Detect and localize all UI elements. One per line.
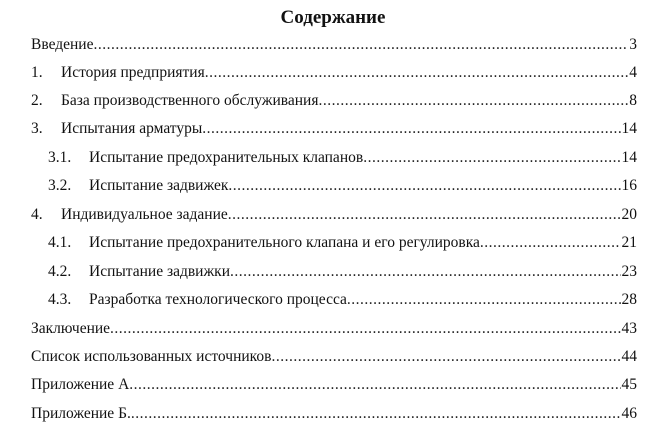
toc-entry-text: Испытание задвижки (89, 263, 231, 280)
toc-entry-text: Испытания арматуры (61, 120, 203, 137)
toc-entry-text: Приложение А (31, 376, 130, 393)
toc-leader-dots (271, 347, 620, 367)
toc-entry-text: Испытание предохранительных клапанов (89, 149, 364, 166)
toc-entry-number: 3.2. (48, 177, 72, 194)
toc-leader-dots (202, 119, 620, 139)
toc-entry-text: История предприятия (61, 64, 205, 81)
toc-entry (31, 119, 637, 139)
toc-entry (31, 404, 637, 424)
toc-entry-number: 1. (31, 64, 43, 81)
toc-page-number: 8 (629, 92, 637, 109)
toc-page-number: 28 (621, 291, 637, 308)
toc-page-number: 14 (621, 149, 637, 166)
toc-page-number: 23 (621, 263, 637, 280)
toc-entry-text: Приложение Б. (31, 405, 131, 422)
toc-entry (31, 319, 637, 339)
toc-entry-text: Введение (31, 36, 94, 53)
toc-entry (31, 347, 637, 367)
toc-leader-dots (347, 290, 621, 310)
toc-leader-dots (228, 176, 620, 196)
toc-entry-number: 4.1. (48, 234, 72, 251)
toc-leader-dots (205, 63, 629, 83)
toc-entry-number: 4.2. (48, 263, 72, 280)
toc-page-number: 44 (621, 348, 637, 365)
toc-entry-text: Испытание задвижек (89, 177, 229, 194)
toc-entry-text: Разработка технологического процесса (89, 291, 347, 308)
toc-entry-number: 3. (31, 120, 43, 137)
toc-entry (31, 35, 637, 55)
toc-entry (48, 176, 637, 196)
toc-entry-number: 2. (31, 92, 43, 109)
toc-entry (48, 290, 637, 310)
toc-leader-dots (129, 375, 620, 395)
toc-entry-number: 4.3. (48, 291, 72, 308)
toc-entry (31, 205, 637, 225)
toc-page-number: 16 (621, 177, 637, 194)
toc-entry (48, 233, 637, 253)
toc-leader-dots (131, 404, 621, 424)
toc-leader-dots (110, 319, 620, 339)
toc-leader-dots (93, 35, 628, 55)
toc-title: Содержание (280, 7, 386, 28)
toc-entry-text: База производственного обслуживания (61, 92, 319, 109)
toc-entry (31, 63, 637, 83)
toc-page-number: 21 (621, 234, 637, 251)
toc-entry (48, 262, 637, 282)
toc-leader-dots (230, 262, 620, 282)
toc-entry-text: Испытание предохранительного клапана и его регулировка (89, 234, 480, 251)
toc-entry-text: Индивидуальное задание (61, 206, 228, 223)
toc-entry (31, 91, 637, 111)
toc-entry-number: 4. (31, 206, 43, 223)
toc-leader-dots (363, 148, 620, 168)
toc-page-number: 3 (629, 36, 637, 53)
toc-page-number: 14 (621, 120, 637, 137)
toc-page-number: 43 (621, 320, 637, 337)
toc-entry-text: Список использованных источников (31, 348, 272, 365)
toc-leader-dots (318, 91, 628, 111)
toc-page-number: 46 (621, 405, 637, 422)
toc-entry-text: Заключение (31, 320, 111, 337)
toc-entry (31, 375, 637, 395)
toc-leader-dots (228, 205, 621, 225)
toc-leader-dots (480, 233, 621, 253)
toc-page-number: 4 (629, 64, 637, 81)
toc-page-number: 45 (621, 376, 637, 393)
toc-page-number: 20 (621, 206, 637, 223)
toc-entry-number: 3.1. (48, 149, 72, 166)
toc-entry (48, 148, 637, 168)
